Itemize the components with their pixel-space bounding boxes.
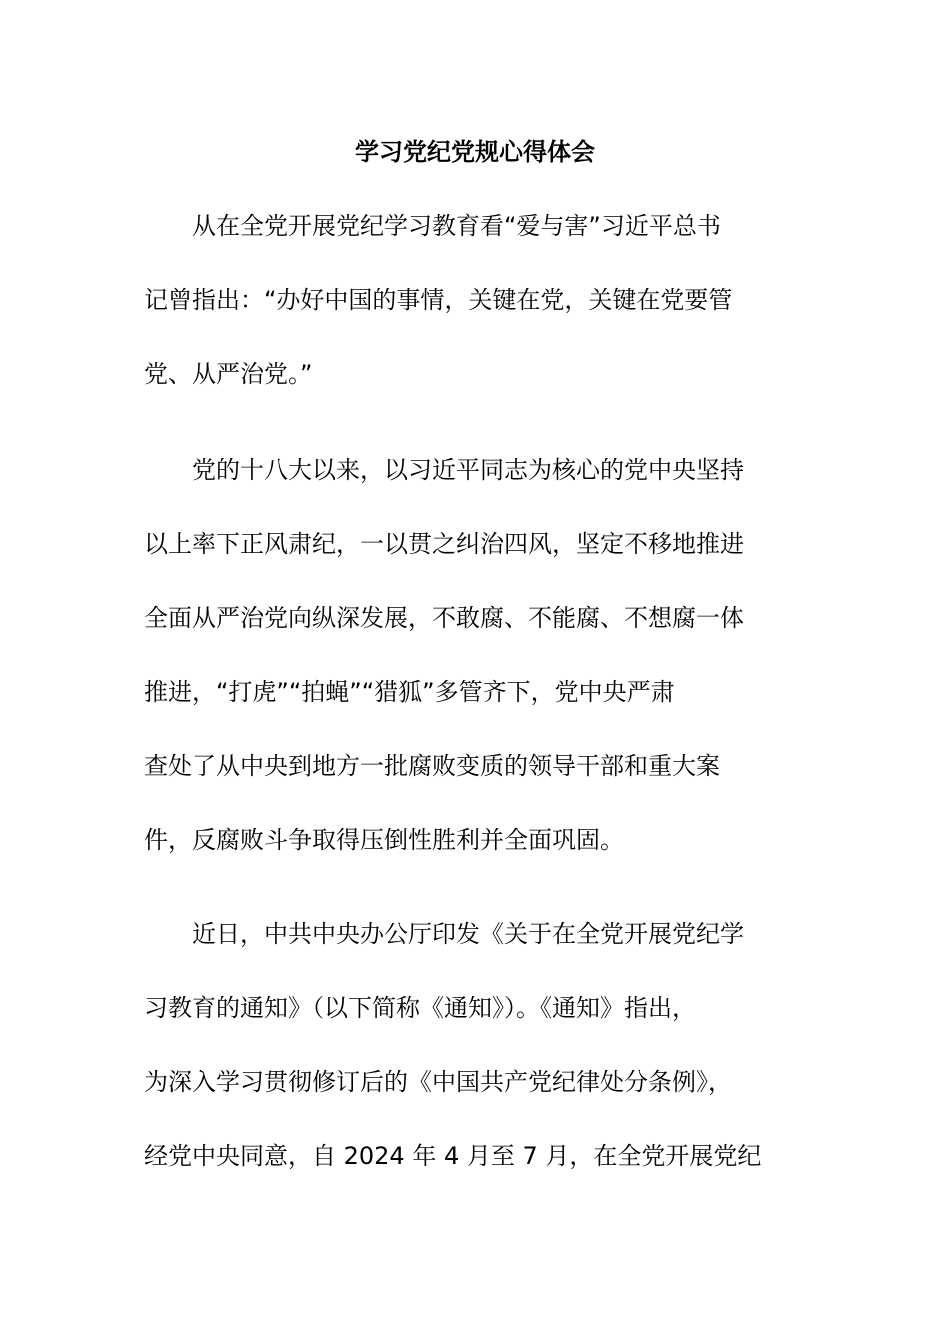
paragraph-2-line-5: 查处了从中央到地方一批腐败变质的领导干部和重大案 [144, 752, 720, 780]
paragraph-1-line-3: 党、从严治党。” [144, 360, 313, 388]
paragraph-1-line-2: 记曾指出：“办好中国的事情，关键在党，关键在党要管 [144, 286, 733, 314]
paragraph-2-line-1: 党的十八大以来，以习近平同志为核心的党中央坚持 [192, 456, 744, 484]
document-title: 学习党纪党规心得体会 [355, 138, 595, 166]
paragraph-3-line-3: 为深入学习贯彻修订后的《中国共产党纪律处分条例》， [144, 1068, 732, 1096]
paragraph-3-line-4: 经党中央同意，自 2024 年 4 月至 7 月，在全党开展党纪 [144, 1142, 762, 1170]
paragraph-2-line-2: 以上率下正风肃纪，一以贯之纠治四风，坚定不移地推进 [144, 530, 744, 558]
paragraph-3-line-1: 近日，中共中央办公厅印发《关于在全党开展党纪学 [192, 920, 744, 948]
paragraph-3-line-2: 习教育的通知》（以下简称《通知》）。《通知》指出， [144, 994, 696, 1022]
paragraph-2-line-6: 件，反腐败斗争取得压倒性胜利并全面巩固。 [144, 826, 624, 854]
paragraph-2-line-4: 推进，“打虎”“拍蝇”“猎狐”多管齐下，党中央严肃 [144, 678, 675, 706]
paragraph-1-line-1: 从在全党开展党纪学习教育看“爱与害”习近平总书 [192, 212, 721, 240]
paragraph-2-line-3: 全面从严治党向纵深发展，不敢腐、不能腐、不想腐一体 [144, 604, 744, 632]
